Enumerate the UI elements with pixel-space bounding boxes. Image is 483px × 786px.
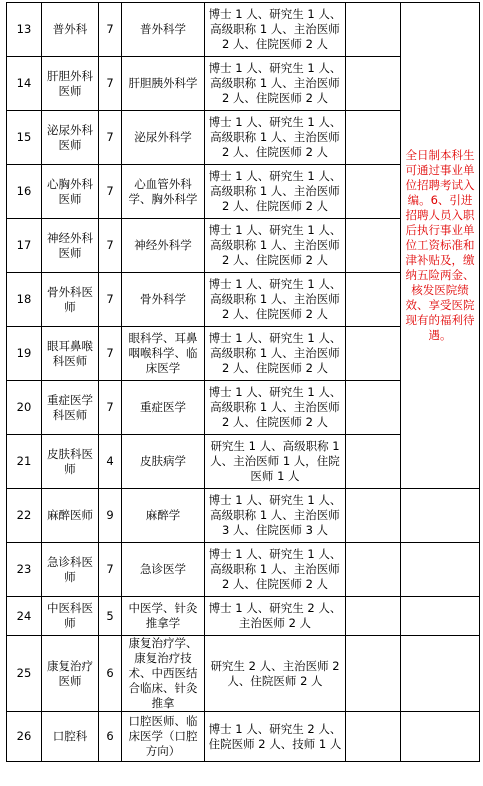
requirement-text: 博士 1 人、研究生 1 人、高级职称 1 人、主治医师 3 人、住院医师 3 人 bbox=[205, 489, 346, 543]
major-field: 心血管外科学、胸外科学 bbox=[122, 165, 205, 219]
table-row bbox=[7, 712, 480, 762]
row-number: 16 bbox=[7, 165, 42, 219]
empty-cell bbox=[346, 712, 401, 762]
table-row bbox=[7, 489, 480, 543]
head-count: 7 bbox=[99, 57, 122, 111]
head-count: 7 bbox=[99, 381, 122, 435]
head-count: 7 bbox=[99, 219, 122, 273]
row-number: 22 bbox=[7, 489, 42, 543]
major-field: 康复治疗学、康复治疗技术、中西医结合临床、针灸推拿 bbox=[122, 636, 205, 712]
requirement-text: 博士 1 人、研究生 2 人、主治医师 2 人 bbox=[205, 597, 346, 636]
remarks-empty bbox=[401, 712, 480, 762]
row-number: 21 bbox=[7, 435, 42, 489]
row-number: 13 bbox=[7, 3, 42, 57]
head-count: 7 bbox=[99, 3, 122, 57]
department-name: 普外科 bbox=[42, 3, 99, 57]
department-name: 重症医学科医师 bbox=[42, 381, 99, 435]
requirement-text: 博士 1 人、研究生 1 人、高级职称 1 人、主治医师 2 人、住院医师 2 人 bbox=[205, 327, 346, 381]
major-field: 皮肤病学 bbox=[122, 435, 205, 489]
remarks-empty bbox=[401, 636, 480, 712]
row-number: 25 bbox=[7, 636, 42, 712]
major-field: 泌尿外科学 bbox=[122, 111, 205, 165]
requirement-text: 博士 1 人、研究生 2 人、住院医师 2 人、技师 1 人 bbox=[205, 712, 346, 762]
head-count: 4 bbox=[99, 435, 122, 489]
table-row bbox=[7, 543, 480, 597]
remarks-empty bbox=[401, 597, 480, 636]
remarks-note: 全日制本科生可通过事业单位招聘考试入编。6、引进招聘人员入职后执行事业单位工资标准和津补贴及，缴纳五险两金、核发医院绩效、享受医院现有的福利待遇。 bbox=[401, 3, 480, 489]
requirement-text: 博士 1 人、研究生 1 人、高级职称 1 人、主治医师 2 人、住院医师 2 人 bbox=[205, 3, 346, 57]
department-name: 中医科医师 bbox=[42, 597, 99, 636]
empty-cell bbox=[346, 273, 401, 327]
row-number: 20 bbox=[7, 381, 42, 435]
head-count: 6 bbox=[99, 712, 122, 762]
empty-cell bbox=[346, 57, 401, 111]
head-count: 5 bbox=[99, 597, 122, 636]
empty-cell bbox=[346, 636, 401, 712]
remarks-empty bbox=[401, 543, 480, 597]
empty-cell bbox=[346, 381, 401, 435]
requirement-text: 博士 1 人、研究生 1 人、高级职称 1 人、主治医师 2 人、住院医师 2 人 bbox=[205, 165, 346, 219]
table-row bbox=[7, 597, 480, 636]
major-field: 眼科学、耳鼻咽喉科学、临床医学 bbox=[122, 327, 205, 381]
requirement-text: 博士 1 人、研究生 1 人、高级职称 1 人、主治医师 2 人、住院医师 2 人 bbox=[205, 111, 346, 165]
major-field: 麻醉学 bbox=[122, 489, 205, 543]
department-name: 心胸外科医师 bbox=[42, 165, 99, 219]
empty-cell bbox=[346, 489, 401, 543]
row-number: 18 bbox=[7, 273, 42, 327]
row-number: 19 bbox=[7, 327, 42, 381]
remarks-empty bbox=[401, 489, 480, 543]
requirement-text: 博士 1 人、研究生 1 人、高级职称 1 人、主治医师 2 人、住院医师 2 人 bbox=[205, 57, 346, 111]
empty-cell bbox=[346, 219, 401, 273]
requirement-text: 博士 1 人、研究生 1 人、高级职称 1 人、主治医师 2 人、住院医师 2 人 bbox=[205, 273, 346, 327]
table-row bbox=[7, 636, 480, 712]
major-field: 骨外科学 bbox=[122, 273, 205, 327]
row-number: 26 bbox=[7, 712, 42, 762]
major-field: 急诊医学 bbox=[122, 543, 205, 597]
department-name: 泌尿外科医师 bbox=[42, 111, 99, 165]
row-number: 15 bbox=[7, 111, 42, 165]
head-count: 7 bbox=[99, 165, 122, 219]
department-name: 急诊科医师 bbox=[42, 543, 99, 597]
table-body bbox=[7, 3, 480, 762]
requirement-text: 研究生 1 人、高级职称 1 人、主治医师 1 人，住院医师 1 人 bbox=[205, 435, 346, 489]
major-field: 中医学、针灸推拿学 bbox=[122, 597, 205, 636]
empty-cell bbox=[346, 3, 401, 57]
requirement-text: 博士 1 人、研究生 1 人、高级职称 1 人、主治医师 2 人、住院医师 2 人 bbox=[205, 219, 346, 273]
requirement-text: 博士 1 人、研究生 1 人、高级职称 1 人、主治医师 2 人、住院医师 2 人 bbox=[205, 543, 346, 597]
head-count: 7 bbox=[99, 111, 122, 165]
department-name: 麻醉医师 bbox=[42, 489, 99, 543]
head-count: 9 bbox=[99, 489, 122, 543]
row-number: 17 bbox=[7, 219, 42, 273]
empty-cell bbox=[346, 111, 401, 165]
department-name: 皮肤科医师 bbox=[42, 435, 99, 489]
major-field: 口腔医师、临床医学（口腔方向） bbox=[122, 712, 205, 762]
department-name: 康复治疗医师 bbox=[42, 636, 99, 712]
empty-cell bbox=[346, 435, 401, 489]
empty-cell bbox=[346, 597, 401, 636]
requirement-text: 博士 1 人、研究生 1 人、高级职称 1 人、主治医师 2 人、住院医师 2 人 bbox=[205, 381, 346, 435]
major-field: 普外科学 bbox=[122, 3, 205, 57]
empty-cell bbox=[346, 327, 401, 381]
major-field: 肝胆胰外科学 bbox=[122, 57, 205, 111]
requirement-text: 研究生 2 人、主治医师 2 人、住院医师 2 人 bbox=[205, 636, 346, 712]
department-name: 口腔科 bbox=[42, 712, 99, 762]
department-name: 神经外科医师 bbox=[42, 219, 99, 273]
recruitment-table bbox=[6, 2, 480, 762]
head-count: 7 bbox=[99, 543, 122, 597]
row-number: 23 bbox=[7, 543, 42, 597]
major-field: 神经外科学 bbox=[122, 219, 205, 273]
department-name: 骨外科医师 bbox=[42, 273, 99, 327]
table-row bbox=[7, 3, 480, 57]
department-name: 眼耳鼻喉科医师 bbox=[42, 327, 99, 381]
head-count: 7 bbox=[99, 327, 122, 381]
department-name: 肝胆外科医师 bbox=[42, 57, 99, 111]
row-number: 14 bbox=[7, 57, 42, 111]
empty-cell bbox=[346, 165, 401, 219]
head-count: 6 bbox=[99, 636, 122, 712]
empty-cell bbox=[346, 543, 401, 597]
head-count: 7 bbox=[99, 273, 122, 327]
major-field: 重症医学 bbox=[122, 381, 205, 435]
row-number: 24 bbox=[7, 597, 42, 636]
